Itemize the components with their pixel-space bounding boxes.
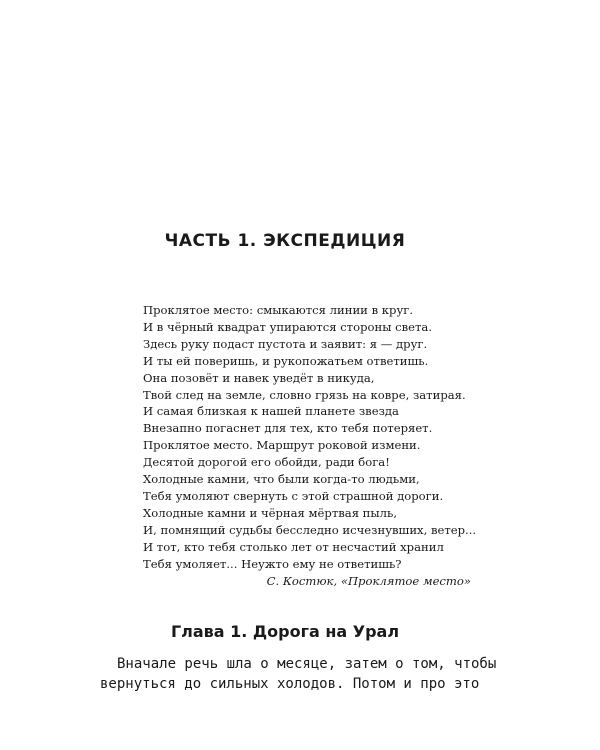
poem-line: Твой след на земле, словно грязь на ковре, затирая.: [143, 387, 466, 402]
poem-line: Здесь руку подаст пустота и заявит: я — друг.: [143, 336, 428, 351]
poem-line: И самая близкая к нашей планете звезда: [143, 404, 399, 419]
poem-line: Десятой дорогой его обойди, ради бога!: [143, 455, 390, 470]
poem-line: Холодные камни и чёрная мёртвая пыль,: [143, 505, 398, 520]
poem-line: И, помнящий судьбы бесследно исчезнувших, ветер...: [143, 522, 477, 537]
poem-line: Проклятое место. Маршрут роковой измени.: [143, 438, 421, 453]
epigraph-attribution: С. Костюк, «Проклятое место»: [266, 574, 471, 588]
poem-line: И ты ей поверишь, и рукопожатьем ответишь.: [143, 353, 429, 368]
body-line: вернуться до сильных холодов. Потом и про это: [100, 676, 480, 692]
chapter-title: Глава 1. Дорога на Урал: [170, 622, 400, 641]
poem-line: Холодные камни, что были когда-то людьми,: [143, 472, 420, 487]
poem-line: И в чёрный квадрат упираются стороны света.: [143, 319, 433, 334]
part-title: ЧАСТЬ 1. ЭКСПЕДИЦИЯ: [164, 231, 406, 251]
poem-line: Она позовёт и навек уведёт в никуда,: [143, 370, 375, 385]
epigraph-poem: [143, 302, 476, 573]
poem-line: И тот, кто тебя столько лет от несчастий хранил: [143, 539, 444, 554]
poem-line: Тебя умоляет... Неужто ему не ответишь?: [143, 556, 402, 571]
body-line: Вначале речь шла о месяце, затем о том, чтобы: [117, 656, 497, 672]
poem-line: Внезапно погаснет для тех, кто тебя потеряет.: [143, 421, 433, 436]
chapter-body: [100, 654, 496, 694]
poem-line: Проклятое место: смыкаются линии в круг.: [143, 303, 414, 317]
poem-line: Тебя умоляют свернуть с этой страшной дороги.: [143, 488, 444, 503]
